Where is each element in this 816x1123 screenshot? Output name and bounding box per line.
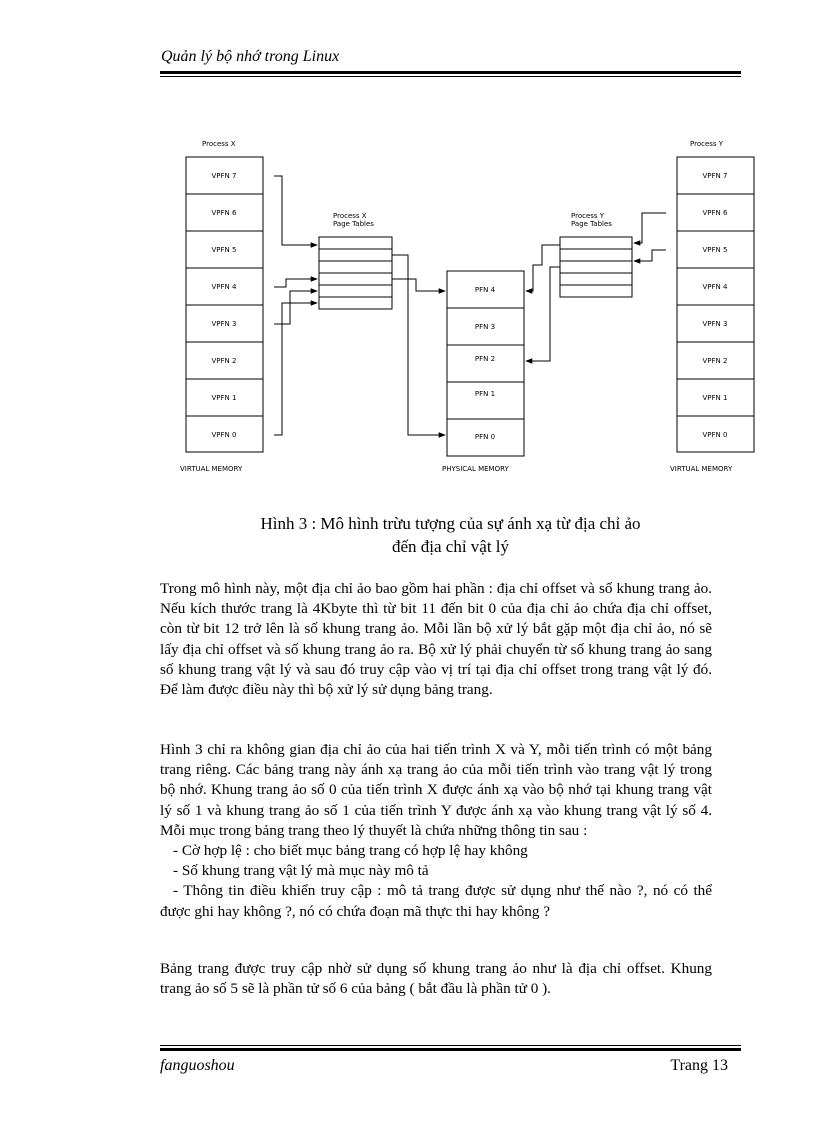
process-x-vpfn: VPFN 3 <box>211 320 237 328</box>
page-table-x <box>319 237 392 309</box>
connector-y-to-pfn4 <box>526 245 560 291</box>
body-text <box>160 579 712 700</box>
physical-pfn: PFN 0 <box>474 433 496 441</box>
connector-x-to-pfn0 <box>392 255 445 435</box>
body-text-section-2 <box>160 740 712 922</box>
process-x-vpfn: VPFN 2 <box>211 357 237 365</box>
connector-x-vpfn0 <box>274 303 317 435</box>
process-y-vpfn: VPFN 5 <box>702 246 728 254</box>
process-x-vpfn: VPFN 5 <box>211 246 237 254</box>
process-y-title: Process Y <box>690 140 724 148</box>
header-rule-thin <box>160 76 741 77</box>
process-y-virtual-memory <box>677 157 754 452</box>
process-y-vpfn: VPFN 0 <box>702 431 728 439</box>
connector-x-vpfn3 <box>274 291 317 324</box>
footer-rule-thick <box>160 1048 741 1051</box>
process-y-vpfn: VPFN 1 <box>702 394 728 402</box>
process-x-virtual-memory <box>186 157 263 452</box>
process-x-vpfn: VPFN 1 <box>211 394 237 402</box>
connector-x-to-pfn4 <box>392 279 445 291</box>
page-table-x-title: Process X <box>333 212 367 220</box>
process-y-vpfn: VPFN 3 <box>702 320 728 328</box>
page-table-x-subtitle: Page Tables <box>333 220 374 228</box>
physical-pfn: PFN 1 <box>474 390 496 398</box>
process-y-vpfn: VPFN 7 <box>702 172 728 180</box>
caption-line-2: đến địa chỉ vật lý <box>391 537 510 556</box>
connector-y-to-pfn2 <box>526 267 560 361</box>
physical-memory <box>447 271 524 456</box>
physical-memory-label: PHYSICAL MEMORY <box>442 465 509 473</box>
paragraph: Hình 3 chỉ ra không gian địa chỉ ảo của hai tiến trình X và Y, mỗi tiến trình có một bảng trang riêng. Các bảng trang này ánh xạ trang ảo của mỗi tiến trình vào trang vật lý trong bộ nhớ. Khung trang ảo số 0 của tiến trình X được ánh xạ vào bộ nhớ tại khung trang vật lý số 1 và khung trang ảo số 1 của tiến trình Y được ánh xạ vào khung trang vật lý số 4. Mỗi mục trong bảng trang theo lý thuyết là chứa những thông tin sau : <box>160 741 712 839</box>
footer-author: fanguoshou <box>160 1057 235 1074</box>
process-x-title: Process X <box>202 140 236 148</box>
process-y-vpfn: VPFN 4 <box>702 283 728 291</box>
running-header: Quản lý bộ nhớ trong Linux <box>161 48 340 65</box>
physical-pfn: PFN 3 <box>474 323 496 331</box>
page-table-y-subtitle: Page Tables <box>571 220 612 228</box>
process-y-vpfn: VPFN 2 <box>702 357 728 365</box>
process-y-vpfn: VPFN 6 <box>702 209 728 217</box>
figure-caption <box>160 512 741 558</box>
connector-x-vpfn7 <box>274 176 317 245</box>
header-rule-thick <box>160 71 741 74</box>
physical-pfn: PFN 4 <box>474 286 496 294</box>
process-x-vpfn: VPFN 4 <box>211 283 237 291</box>
list-item: - Thông tin điều khiển truy cập : mô tả trang được sử dụng như thế nào ?, nó có thể được ghi hay không ?, nó có chứa đoạn mã thực thi hay không ? <box>160 882 712 920</box>
paragraph: Bảng trang được truy cập nhờ sử dụng số khung trang ảo như là địa chỉ offset. Khung trang ảo số 5 sẽ là phần tử số 6 của bảng ( bắt đầu là phần tử 0 ). <box>160 960 712 998</box>
paragraph: Trong mô hình này, một địa chỉ ảo bao gồm hai phần : địa chỉ offset và số khung trang ảo. Nếu kích thước trang là 4Kbyte thì từ bit 11 đến bit 0 của địa chỉ ảo chứa địa chỉ offset, còn từ bit 12 trở lên là số khung trang ảo. Mỗi lần bộ xử lý bắt gặp một địa chỉ ảo, nó sẽ lấy địa chỉ offset và số khung trang ảo ra. Bộ xử lý phải chuyển từ số khung trang ảo sang số khung trang vật lý và sau đó truy cập vào vị trí tại địa chỉ offset trong trang vật lý đó. Để làm được điều này thì bộ xử lý sử dụng bảng trang. <box>160 580 712 699</box>
process-y-memory-label: VIRTUAL MEMORY <box>670 465 733 473</box>
figure-memory-mapping <box>176 135 766 480</box>
connector-x-vpfn4 <box>274 279 317 287</box>
physical-pfn: PFN 2 <box>474 355 496 363</box>
list-item: - Cờ hợp lệ : cho biết mục bảng trang có hợp lệ hay không <box>173 842 528 860</box>
caption-line-1: Hình 3 : Mô hình trừu tượng của sự ánh xạ từ địa chỉ ảo <box>260 514 641 533</box>
process-x-vpfn: VPFN 6 <box>211 209 237 217</box>
process-x-vpfn: VPFN 7 <box>211 172 237 180</box>
connector-y-vpfn5 <box>634 250 666 261</box>
list-item: - Số khung trang vật lý mà mục này mô tả <box>173 862 429 880</box>
page-table-y-title: Process Y <box>571 212 605 220</box>
footer-rule-thin <box>160 1045 741 1046</box>
page-table-y <box>560 237 632 297</box>
process-x-memory-label: VIRTUAL MEMORY <box>180 465 243 473</box>
page-number: Trang 13 <box>670 1057 728 1074</box>
process-x-vpfn: VPFN 0 <box>211 431 237 439</box>
connector-y-vpfn6 <box>634 213 666 243</box>
body-text-section-3 <box>160 959 712 999</box>
